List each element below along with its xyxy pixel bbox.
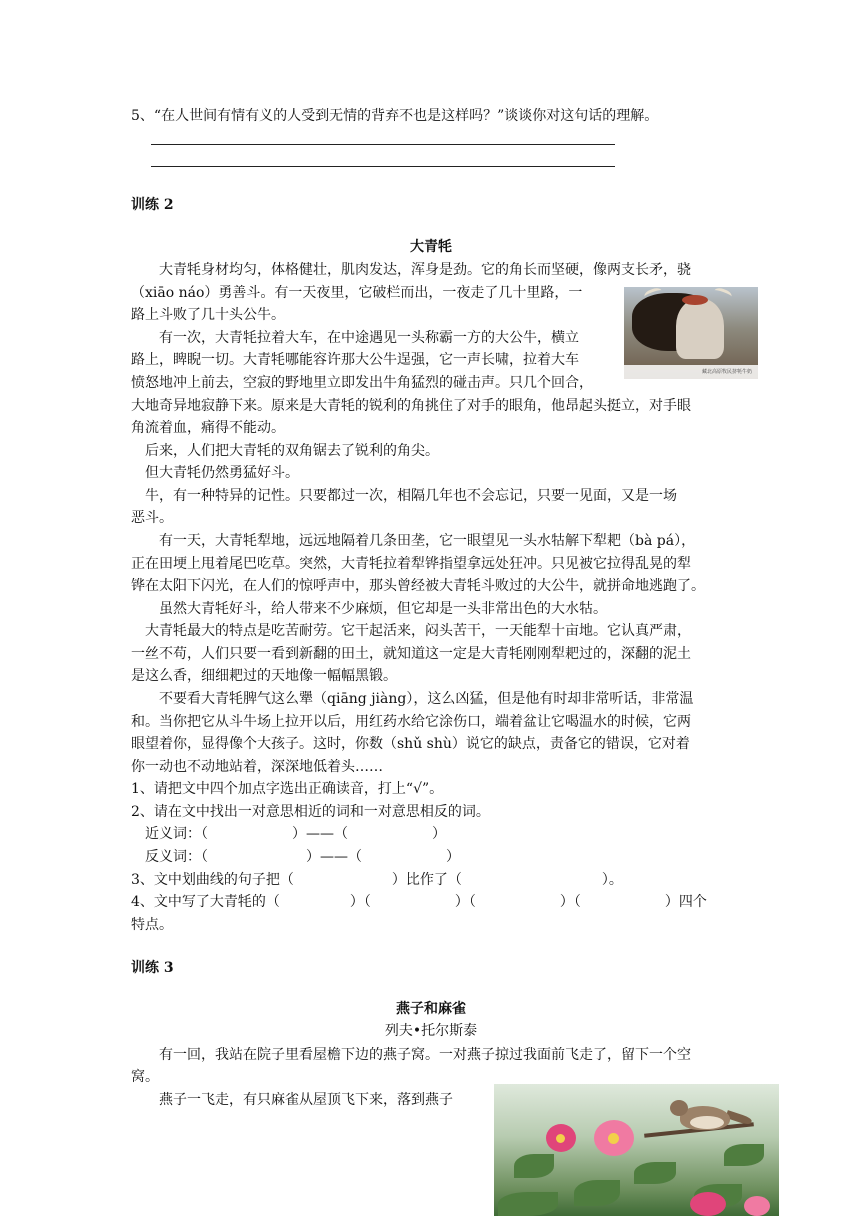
question-4-end: 特点。 <box>131 917 173 933</box>
rose-flower <box>744 1196 770 1216</box>
paragraph-line: 路上，睥睨一切。大青牦哪能容许那大公牛逞强，它一声长啸，拉着大车 <box>131 352 579 368</box>
article-author: 列夫•托尔斯泰 <box>384 1023 478 1039</box>
paragraph-line: 和。当你把它从斗牛场上拉开以后，用红药水给它涂伤口，端着盆让它喝温水的时候，它两 <box>131 714 691 730</box>
yak-milking-photo <box>624 287 758 379</box>
answer-line <box>151 144 615 145</box>
section-heading-training-3: 训练 3 <box>131 960 174 976</box>
flower-center <box>556 1134 565 1143</box>
paragraph-line: 后来，人们把大青牦的双角锯去了锐利的角尖。 <box>131 443 439 459</box>
question-1: 1、请把文中四个加点字选出正确读音，打上“√”。 <box>131 781 444 797</box>
question-5: 5、“在人世间有情有义的人受到无情的背弃不也是这样吗？”谈谈你对这句话的理解。 <box>131 108 659 124</box>
sparrow-head <box>670 1100 688 1116</box>
paragraph-line: 角流着血，痛得不能动。 <box>131 420 285 436</box>
paragraph-line: （xiāo náo）勇善斗。有一天夜里，它破栏而出，一夜走了几十里路，一 <box>131 285 583 301</box>
woman-headscarf <box>682 295 708 305</box>
paragraph-line: 不要看大青牦脾气这么犟（qiāng jiàng），这么凶猛，但是他有时却非常听话，非常温 <box>131 691 694 707</box>
antonym-blank[interactable]: 反义词：（ ）——（ ） <box>131 849 460 865</box>
paragraph-line: 虽然大青牦好斗，给人带来不少麻烦，但它却是一头非常出色的大水牯。 <box>131 601 607 617</box>
flower-center <box>608 1133 619 1144</box>
article-title: 大青牦 <box>410 239 452 255</box>
paragraph-line: 眼望着你，显得像个大孩子。这时，你数（shǔ shù）说它的缺点，责备它的错误，它对着 <box>131 736 690 752</box>
leaf <box>498 1192 558 1216</box>
question-4[interactable]: 4、文中写了大青牦的（ ）（ ）（ ）（ ）四个 <box>131 894 707 910</box>
paragraph-line: 有一次，大青牦拉着大车，在中途遇见一头称霸一方的大公牛，横立 <box>131 330 579 346</box>
yak-horn <box>713 287 733 301</box>
paragraph-line: 愤怒地冲上前去，空寂的野地里立即发出牛角猛烈的碰击声。只几个回合， <box>131 375 593 391</box>
paragraph-line: 有一回，我站在院子里看屋檐下边的燕子窝。一对燕子掠过我面前飞走了，留下一个空 <box>131 1047 691 1063</box>
sparrow-belly <box>690 1116 724 1129</box>
synonym-blank[interactable]: 近义词：（ ）——（ ） <box>131 826 446 842</box>
rose-flower <box>690 1192 726 1216</box>
leaf <box>514 1154 554 1178</box>
photo-caption: 藏北高原牧民挤牦牛奶 <box>624 365 758 379</box>
leaf <box>574 1180 620 1206</box>
paragraph-line: 但大青牦仍然勇猛好斗。 <box>131 465 299 481</box>
leaf <box>724 1144 764 1166</box>
paragraph-line: 牛，有一种特异的记性。只要都过一次，相隔几年也不会忘记，只要一见面，又是一场 <box>131 488 677 504</box>
woman-figure <box>676 299 724 359</box>
question-2: 2、请在文中找出一对意思相近的词和一对意思相反的词。 <box>131 804 490 820</box>
paragraph-line: 路上斗败了几十头公牛。 <box>131 307 285 323</box>
paragraph-line: 大青牦最大的特点是吃苦耐劳。它干起活来，闷头苦干，一天能犁十亩地。它认真严肃， <box>131 623 691 639</box>
paragraph-line: 燕子一飞走，有只麻雀从屋顶飞下来，落到燕子 <box>131 1092 453 1108</box>
paragraph-line: 窝。 <box>131 1069 159 1085</box>
paragraph-line: 一丝不苟，人们只要一看到新翻的田土，就知道这一定是大青牦刚刚犁耙过的，深翻的泥土 <box>131 646 691 662</box>
leaf <box>634 1162 676 1184</box>
paragraph-line: 大青牦身材均匀，体格健壮，肌肉发达，浑身是劲。它的角长而坚硬，像两支长矛，骁 <box>131 262 691 278</box>
paragraph-line: 是这么香，细细耙过的天地像一幅幅黑锻。 <box>131 668 397 684</box>
paragraph-line: 恶斗。 <box>131 510 173 526</box>
section-heading-training-2: 训练 2 <box>131 197 174 213</box>
sparrow-rose-photo <box>494 1084 779 1216</box>
paragraph-line: 正在田埂上甩着尾巴吃草。突然，大青牦拉着犁铧指望拿远处狂冲。只见被它拉得乱晃的犁 <box>131 556 691 572</box>
paragraph-line: 铧在太阳下闪光，在人们的惊呼声中，那头曾经被大青牦斗败过的大公牛，就拼命地逃跑了。 <box>131 578 705 594</box>
paragraph-line: 你一动也不动地站着，深深地低着头…… <box>131 759 383 775</box>
answer-line <box>151 166 615 167</box>
paragraph-line: 有一天，大青牦犁地，远远地隔着几条田垄，它一眼望见一头水牯解下犁耙（bà pá）， <box>131 533 696 549</box>
question-3[interactable]: 3、文中划曲线的句子把（ ）比作了（ ）。 <box>131 872 623 888</box>
paragraph-line: 大地奇异地寂静下来。原来是大青牦的锐利的角挑住了对手的眼角，他昂起头挺立，对手眼 <box>131 398 691 414</box>
article-title: 燕子和麻雀 <box>396 1001 466 1017</box>
